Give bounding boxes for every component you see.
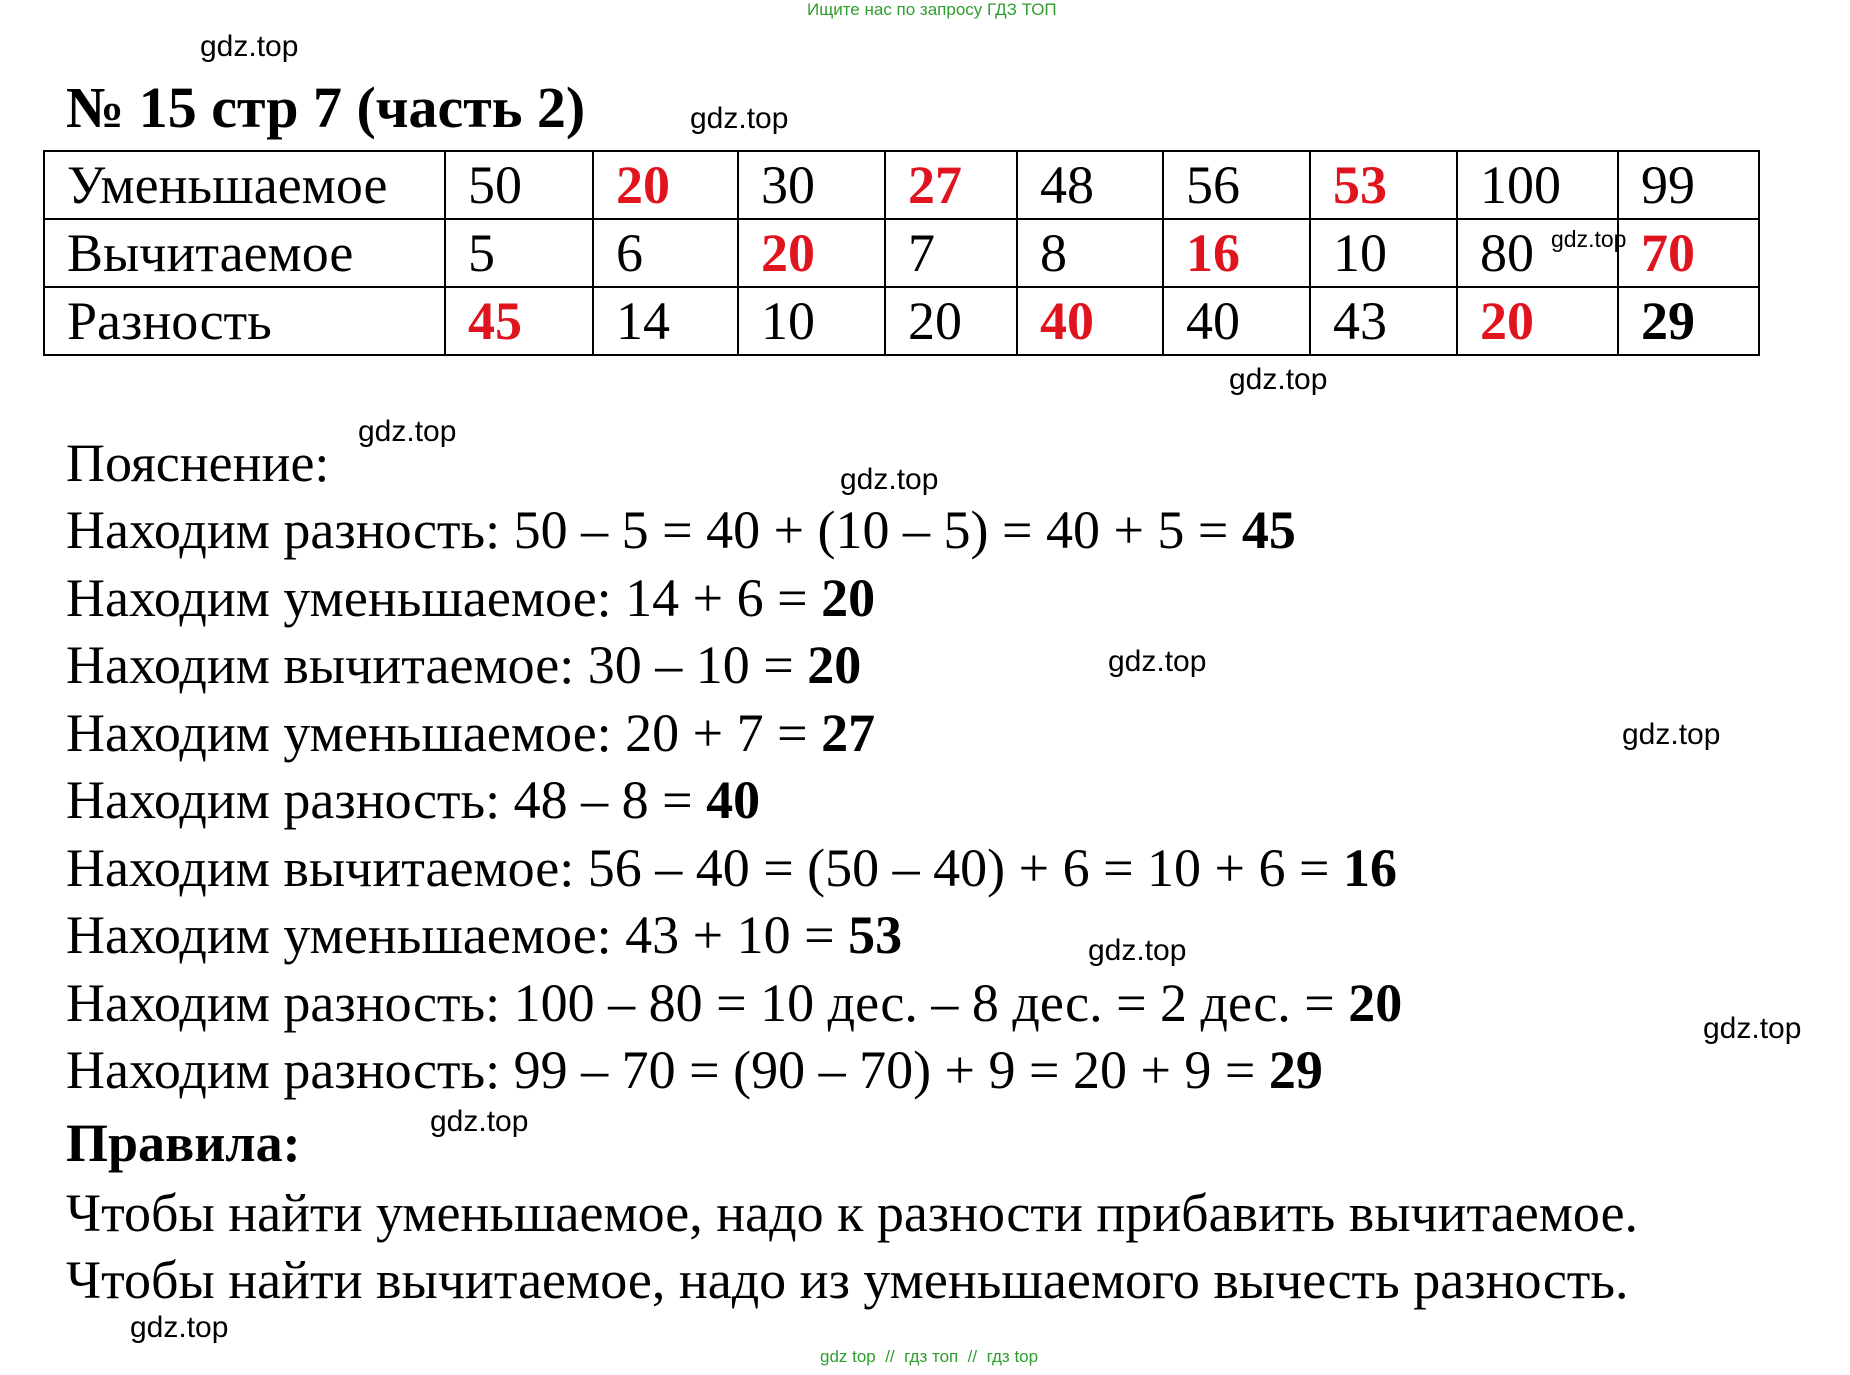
answer-cell: 40 (1017, 287, 1163, 355)
explanation-answer: 40 (706, 770, 761, 830)
explanation-line (66, 700, 875, 766)
watermark: gdz.top (1703, 1012, 1802, 1045)
watermark: gdz.top (430, 1105, 529, 1138)
watermark: gdz.top (1229, 363, 1328, 396)
answer-cell: 53 (1310, 151, 1457, 219)
table-cell: 14 (593, 287, 738, 355)
watermark: gdz.top (130, 1311, 229, 1344)
table-cell: 8 (1017, 219, 1163, 287)
table-cell: 20 (885, 287, 1017, 355)
table-cell: 5 (445, 219, 593, 287)
rule-2: Чтобы найти вычитаемое, надо из уменьшаемого вычесть разность. (66, 1250, 1629, 1310)
explanation-answer: 20 (807, 635, 862, 695)
watermark: gdz.top (1551, 226, 1627, 252)
row-minuend (44, 151, 1759, 219)
table-cell: 50 (445, 151, 593, 219)
table-cell: 56 (1163, 151, 1310, 219)
subtraction-table (43, 150, 1760, 356)
watermark: gdz.top (1622, 718, 1721, 751)
bottom-note: gdz top // гдз топ // гдз top (820, 1347, 1039, 1366)
answer-cell: 20 (738, 219, 885, 287)
table-cell: 30 (738, 151, 885, 219)
watermark: gdz.top (1088, 934, 1187, 967)
explanation-line (66, 970, 1402, 1036)
answer-cell: 16 (1163, 219, 1310, 287)
watermark: gdz.top (358, 415, 457, 448)
explanation-answer: 45 (1241, 500, 1296, 560)
table-cell: 7 (885, 219, 1017, 287)
explanation-heading: Пояснение: (66, 433, 330, 493)
table-cell: 100 (1457, 151, 1618, 219)
page-title: № 15 стр 7 (часть 2) (66, 75, 586, 140)
explanation-text: Находим уменьшаемое: 20 + 7 = (66, 702, 822, 763)
explanation-line (66, 835, 1397, 901)
explanation-line (66, 565, 875, 631)
explanation-line (66, 632, 861, 698)
explanation-line (66, 902, 902, 968)
explanation-line (66, 767, 760, 833)
explanation-line (66, 1037, 1323, 1103)
rules-heading: Правила: (66, 1113, 301, 1173)
table-cell: 40 (1163, 287, 1310, 355)
explanation-text: Находим разность: 100 – 80 = 10 дес. – 8 дес. = 2 дес. = (66, 972, 1349, 1033)
row-label: Разность (44, 287, 445, 355)
explanation-text: Находим уменьшаемое: 43 + 10 = (66, 905, 849, 965)
explanation-text: Находим разность: 99 – 70 = (90 – 70) + 9 = 20 + 9 = (66, 1040, 1269, 1100)
answer-cell: 20 (593, 151, 738, 219)
table-cell: 10 (1310, 219, 1457, 287)
row-label: Уменьшаемое (44, 151, 445, 219)
watermark: gdz.top (200, 30, 299, 63)
table-cell: 99 (1618, 151, 1759, 219)
table-cell: 10 (738, 287, 885, 355)
explanation-answer: 53 (848, 905, 903, 965)
explanation-answer: 27 (821, 702, 876, 763)
answer-cell: 20 (1457, 287, 1618, 355)
row-label: Вычитаемое (44, 219, 445, 287)
table-cell: 48 (1017, 151, 1163, 219)
explanation-text: Находим вычитаемое: 30 – 10 = (66, 635, 808, 695)
explanation-answer: 20 (821, 567, 876, 628)
top-search-note: Ищите нас по запросу ГДЗ ТОП (807, 0, 1057, 19)
table-cell: 6 (593, 219, 738, 287)
explanation-answer: 16 (1342, 837, 1397, 898)
watermark: gdz.top (1108, 645, 1207, 678)
table-cell: 80 (1457, 219, 1618, 287)
row-difference (44, 287, 1759, 355)
answer-cell: 45 (445, 287, 593, 355)
explanation-line (66, 497, 1296, 563)
explanation-text: Находим уменьшаемое: 14 + 6 = (66, 567, 822, 628)
table-cell: 43 (1310, 287, 1457, 355)
answer-cell: 70 (1618, 219, 1759, 287)
explanation-answer: 20 (1348, 972, 1403, 1033)
explanation-answer: 29 (1268, 1040, 1323, 1100)
explanation-text: Находим вычитаемое: 56 – 40 = (50 – 40) + 6 = 10 + 6 = (66, 837, 1343, 898)
answer-cell: 27 (885, 151, 1017, 219)
watermark: gdz.top (840, 463, 939, 496)
watermark: gdz.top (690, 102, 789, 135)
row-subtrahend (44, 219, 1759, 287)
rule-1: Чтобы найти уменьшаемое, надо к разности прибавить вычитаемое. (66, 1183, 1639, 1243)
explanation-text: Находим разность: 48 – 8 = (66, 770, 707, 830)
explanation-text: Находим разность: 50 – 5 = 40 + (10 – 5) = 40 + 5 = (66, 500, 1242, 560)
table-cell: 29 (1618, 287, 1759, 355)
